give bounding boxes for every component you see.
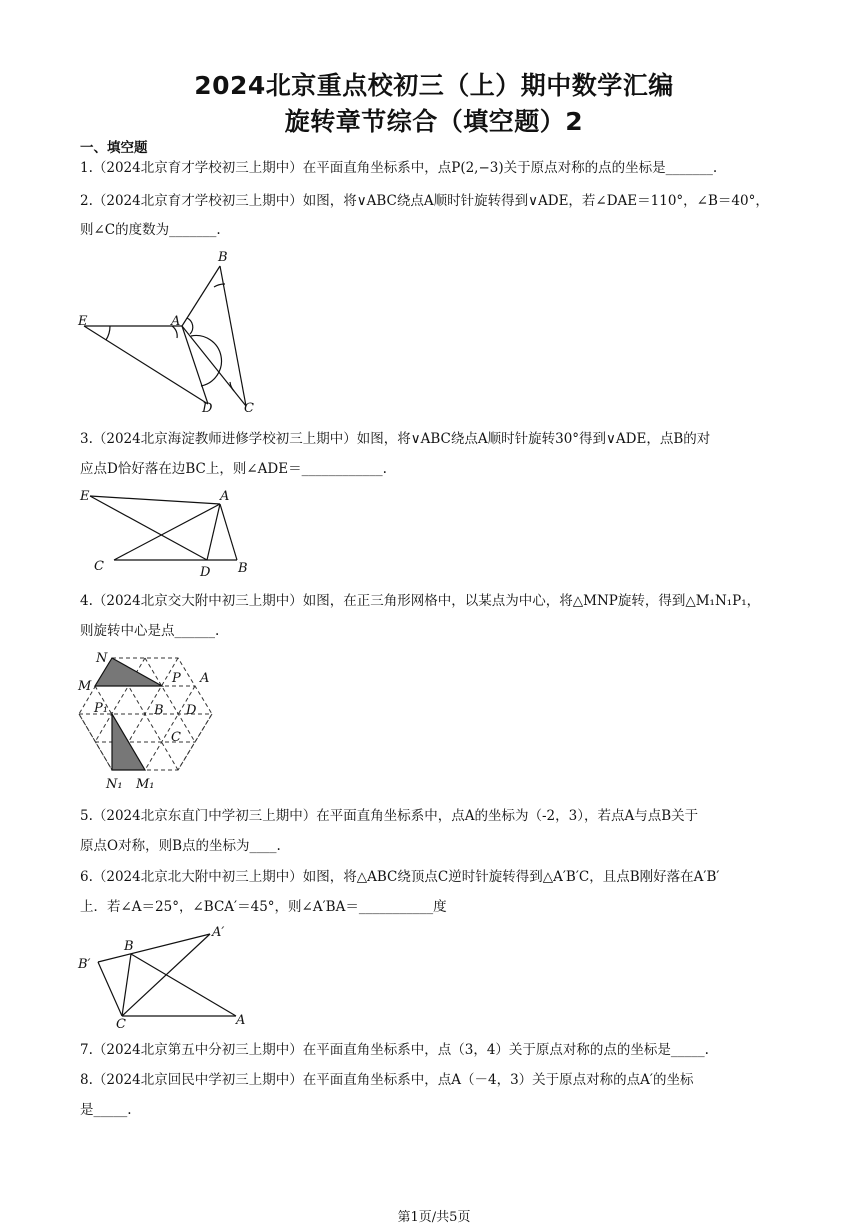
label-B: B [238,561,248,576]
label-D: D [186,703,197,718]
figure-q2 [74,246,274,420]
question-5-line-1: 5.（2024北京东直门中学初三上期中）在平面直角坐标系中，点A的坐标为（-2，3），若点A与点B关于 [80,808,699,824]
question-3-line-1: 3.（2024北京海淀教师进修学校初三上期中）如图，将∨ABC绕点A顺时针旋转30°得到∨ADE，点B的对 [80,431,711,447]
label-B: B [154,703,164,718]
question-6-line-1: 6.（2024北京北大附中初三上期中）如图，将△ABC绕顶点C逆时针旋转得到△A′B′C，且点B刚好落在A′B′ [80,869,720,885]
figure-q6 [74,922,264,1032]
label-P: P [172,671,181,686]
label-A-prime: A′ [212,925,225,940]
question-2-line-1: 2.（2024北京育才学校初三上期中）如图，将∨ABC绕点A顺时针旋转得到∨ADE，若∠DAE＝110°，∠B＝40°， [80,193,769,209]
label-C: C [116,1017,126,1032]
label-C: C [94,559,104,574]
question-6-line-2: 上．若∠A＝25°，∠BCA′＝45°，则∠A′BA＝___________度 [80,899,447,915]
question-2-line-2: 则∠C的度数为_______. [80,222,221,238]
figure-q4 [74,648,224,796]
label-N1: N₁ [106,777,123,792]
question-5-line-2: 原点O对称，则B点的坐标为____. [80,838,281,854]
label-C: C [244,401,254,416]
label-B: B [124,939,134,954]
label-E: E [78,314,88,329]
label-E: E [80,489,90,504]
figure-q3 [74,486,264,578]
label-A: A [220,489,230,504]
label-C: C [171,730,181,745]
label-P1: P₁ [94,701,108,716]
question-8-line-2: 是_____. [80,1102,132,1118]
section-heading: 一、填空题 [80,140,148,156]
page-subtitle: 旋转章节综合（填空题）2 [284,107,584,136]
label-A: A [171,314,181,329]
label-A: A [236,1013,246,1028]
label-N: N [96,651,108,666]
page-number: 第1页/共5页 [397,1210,471,1225]
label-A: A [200,671,210,686]
question-4-line-1: 4.（2024北京交大附中初三上期中）如图，在正三角形网格中，以某点为中心，将△MNP旋转，得到△M₁N₁P₁， [80,593,761,609]
label-M: M [78,679,92,694]
label-B: B [218,250,228,265]
question-4-line-2: 则旋转中心是点______. [80,623,220,639]
question-8-line-1: 8.（2024北京回民中学初三上期中）在平面直角坐标系中，点A（－4，3）关于原点对称的点A′的坐标 [80,1072,694,1088]
question-1-line-1: 1.（2024北京育才学校初三上期中）在平面直角坐标系中，点P(2,−3)关于原点对称的点的坐标是_______. [80,160,718,176]
label-D: D [202,401,213,416]
page-title: 2024北京重点校初三（上）期中数学汇编 [194,71,674,100]
label-M1: M₁ [136,777,155,792]
label-D: D [200,565,211,578]
question-7-line-1: 7.（2024北京第五中分初三上期中）在平面直角坐标系中，点（3，4）关于原点对称的点的坐标是_____. [80,1042,709,1058]
question-3-line-2: 应点D恰好落在边BC上，则∠ADE＝____________. [80,461,387,477]
label-B-prime: B′ [78,957,91,972]
